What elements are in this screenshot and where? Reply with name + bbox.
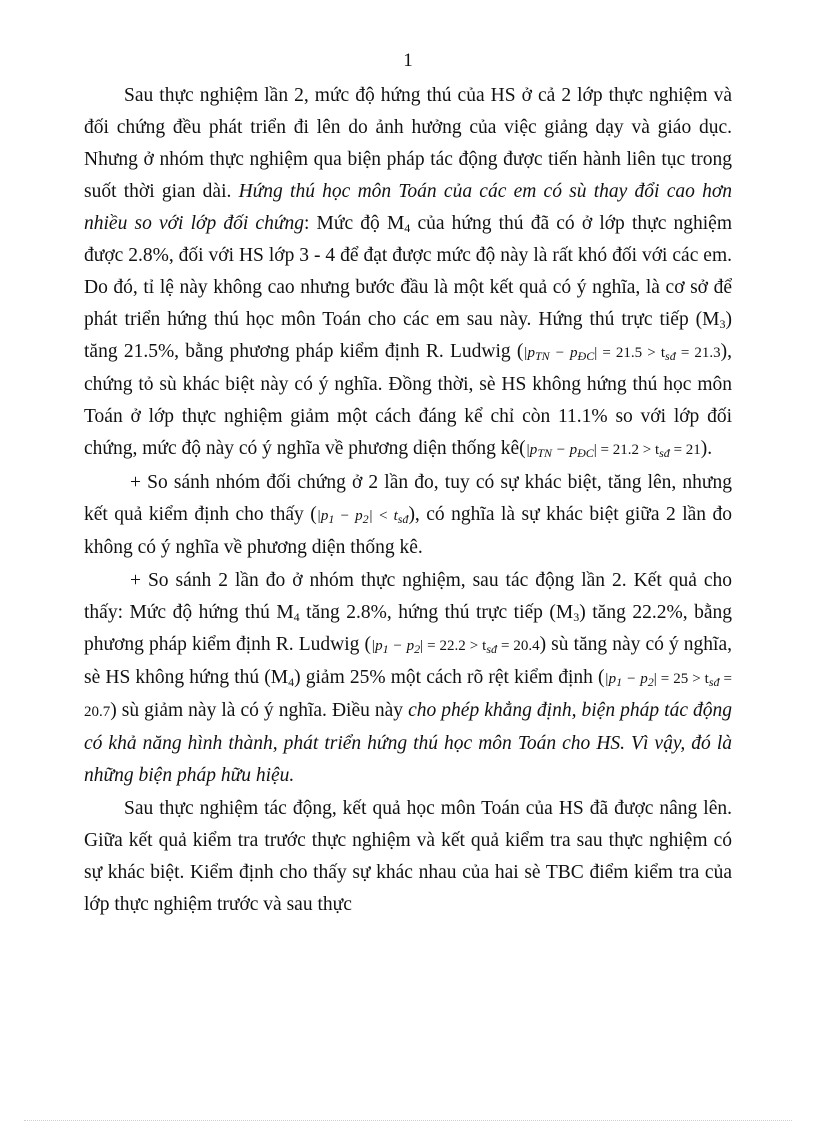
formula: $|p_{TN} - p_{ĐC}| = 21.5 > t_{sđ} = 21.3$ <box>523 345 721 363</box>
paragraph-4 <box>84 793 732 921</box>
subscript: 3 <box>719 317 726 331</box>
text: Sau thực nghiệm tác động, kết quả học môn Toán của HS đã được nâng lên. Giữa kết quả kiểm tra trước thực nghiệm và kết quả kiểm tra sau thực nghiệm có sự khác biệt. Kiểm định cho thấy sự khác nhau của hai sè TBC điểm kiểm tra của lớp thực nghiệm trước và sau thực <box>84 798 732 915</box>
paragraph-1 <box>84 80 732 466</box>
text: ). <box>700 438 713 459</box>
text: ) giảm 25% một cách rõ rệt kiểm định ( <box>294 667 605 688</box>
page-number: 1 <box>403 50 413 71</box>
paragraph-2 <box>84 467 732 564</box>
text: Sau thực nghiệm lần 2, mức độ hứng thú của HS ở cả 2 lớp thực nghiệm và đối chứng đều phát triển đi lên do ảnh hưởng của việc giảng dạy và giáo dục. Nhưng ở nhóm thực nghiệm qua biện pháp tác động được tiến hành liên tục trong suốt thời gian dài. <box>84 85 732 202</box>
subscript: 4 <box>404 221 411 235</box>
subscript: 4 <box>288 675 295 689</box>
formula: $|p_1 - p_2| = 22.2 > t_{sđ} = 20.4$ <box>370 638 540 656</box>
italic-text: Hứng thú học môn Toán của các em có sù thay đổi cao hơn nhiều so với lớp đối chứng <box>84 181 732 234</box>
text: ), có nghĩa là sự khác biệt giữa 2 lần đo không có ý nghĩa về phương diện thống kê. <box>84 504 733 558</box>
text: + So sánh nhóm đối chứng ở 2 lần đo, tuy có sự khác biệt, tăng lên, nhưng kết quả kiểm định cho thấy ( <box>84 472 732 525</box>
text: + So sánh 2 lần đo ở nhóm thực nghiệm, sau tác động lần 2. Kết quả cho thấy: Mức độ hứng thú M <box>84 570 732 623</box>
text: ) tăng 21.5%, bằng phương pháp kiểm định R. Ludwig ( <box>84 309 732 362</box>
text: của hứng thú đã có ở lớp thực nghiệm được 2.8%, đối với HS lớp 3 - 4 để đạt được mức độ này là rất khó đối với các em. Do đó, tỉ lệ này không cao nhưng bước đầu là một kết quả có ý nghĩa, là cơ sở để phát triển hứng thú học môn Toán cho các em sau này. Hứng thú trực tiếp (M <box>84 213 732 330</box>
formula: $|p_{TN} - p_{ĐC}| = 21.2 > t_{sđ} = 21$ <box>525 442 701 460</box>
page-bottom-divider <box>24 1120 792 1121</box>
text: ), chứng tỏ sù khác biệt này có ý nghĩa. Đồng thời, sè HS không hứng thú học môn Toán ở lớp thực nghiệm giảm một cách đáng kể chỉ còn 11.1% so với lớp đối chứng, mức độ này có ý nghĩa về phương diện thống kê( <box>84 341 733 459</box>
italic-text: cho phép khẳng định, biện pháp tác động có khả năng hình thành, phát triển hứng thú học môn Toán cho HS. Vì vậy, đó là những biện pháp hữu hiệu. <box>84 700 733 786</box>
text: tăng 2.8%, hứng thú trực tiếp (M <box>299 602 574 623</box>
paragraph-3 <box>84 565 732 792</box>
subscript: 4 <box>293 610 300 624</box>
formula: $|p_1 - p_2| = 25 > t_{sđ} = 20.7$ <box>84 671 732 720</box>
subscript: 3 <box>573 610 580 624</box>
text: : Mức độ M <box>303 213 405 234</box>
document-body <box>84 80 732 921</box>
text: ) sù tăng này có ý nghĩa, sè HS không hứng thú (M <box>84 634 733 688</box>
formula: $|p_1 - p_2| < t_{sđ}$ <box>316 508 409 526</box>
text: ) sù giảm này là có ý nghĩa. Điều này <box>110 700 409 721</box>
text: ) tăng 22.2%, bằng phương pháp kiểm định R. Ludwig ( <box>84 602 732 655</box>
